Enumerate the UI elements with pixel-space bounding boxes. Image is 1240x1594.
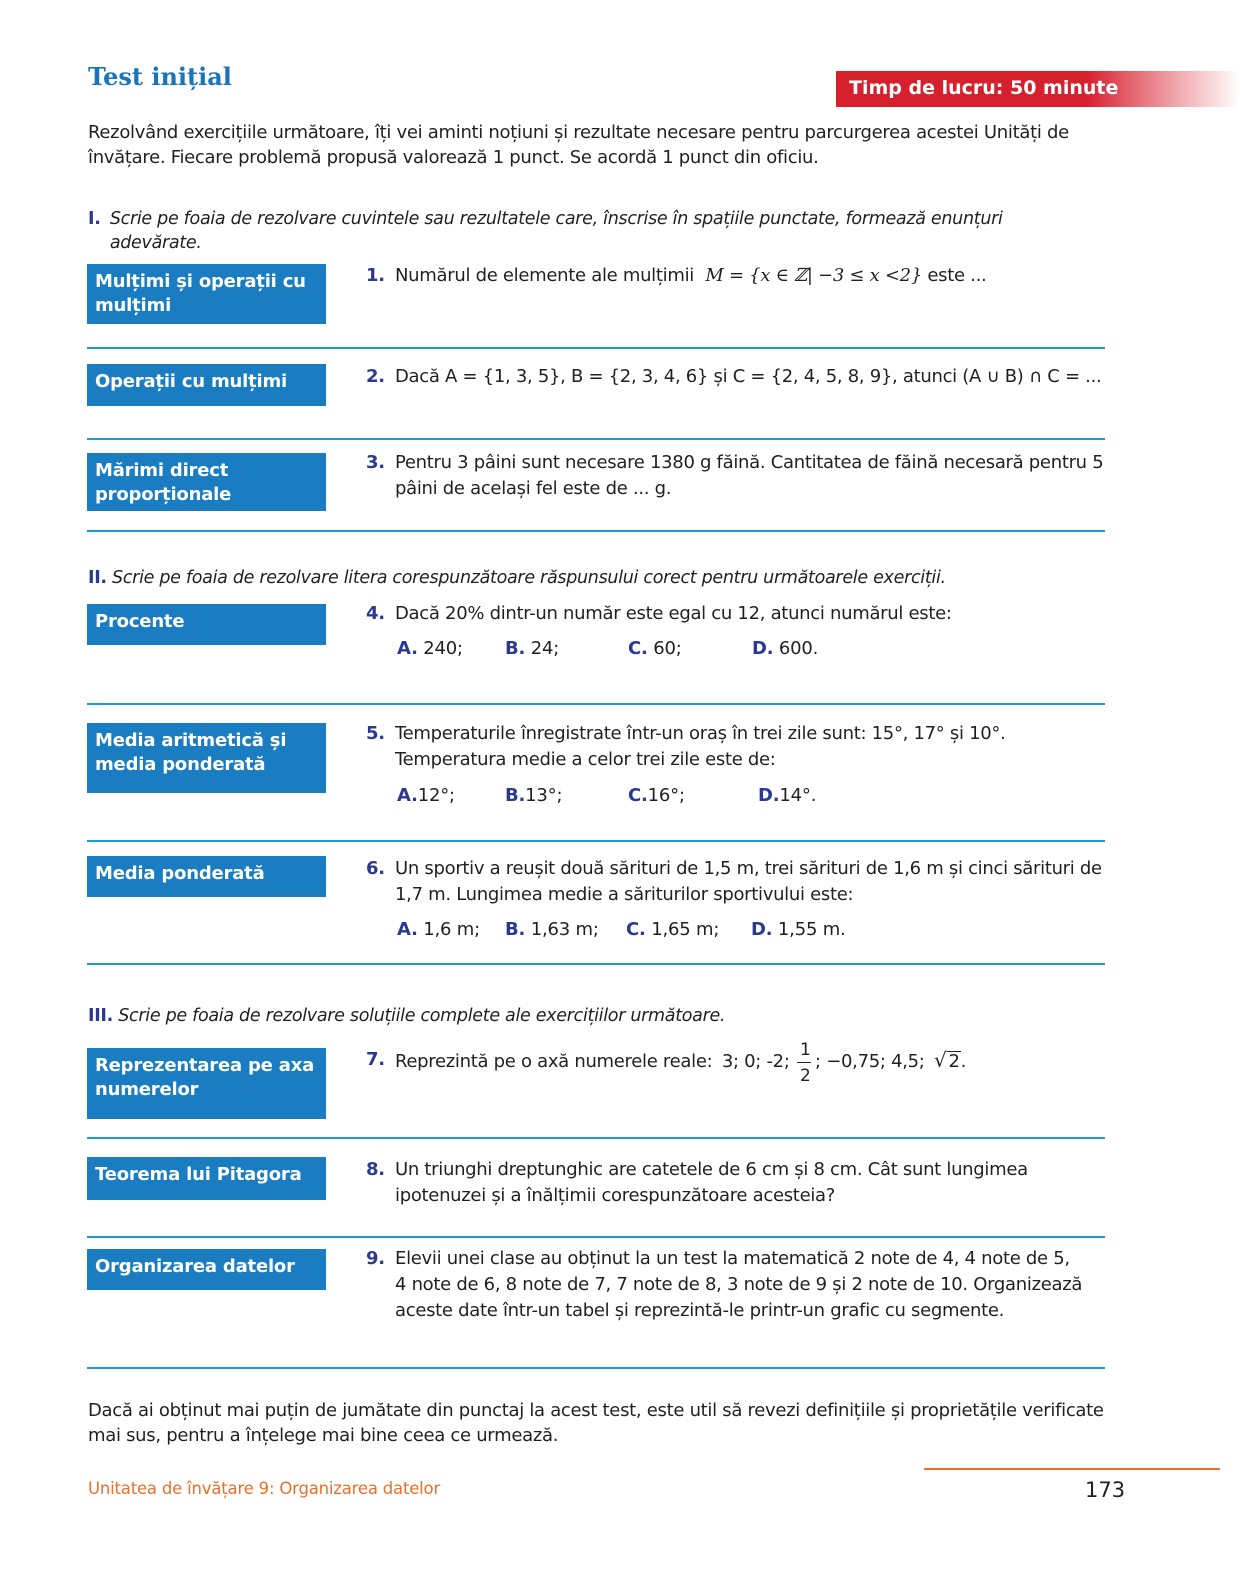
page-title: Test inițial — [88, 62, 232, 91]
section-3-heading — [88, 1004, 1088, 1028]
option-c: C.16°; — [628, 785, 685, 806]
topic-label: Teorema lui Pitagora — [87, 1157, 326, 1200]
footer-rule — [924, 1468, 1220, 1470]
closing-paragraph: Dacă ai obținut mai puțin de jumătate din punctaj la acest test, este util să revezi definițiile și proprietățile verificate mai sus, pentru a înțelege mai bine ceea ce urmează. — [88, 1400, 1104, 1446]
option-d: D. 1,55 m. — [751, 919, 846, 940]
topic-label: Media aritmetică și media ponderată — [87, 723, 326, 793]
question-number: 2. — [366, 366, 385, 387]
question-number: 8. — [366, 1159, 385, 1180]
fraction-denominator: 2 — [800, 1066, 811, 1086]
option-d: D.14°. — [758, 785, 817, 806]
question-number: 9. — [366, 1248, 385, 1269]
question-number: 6. — [366, 858, 385, 879]
divider — [87, 963, 1105, 965]
option-b: B. 24; — [505, 638, 560, 659]
question-3 — [366, 450, 1106, 502]
option-a: A. 240; — [397, 638, 463, 659]
topic-label: Reprezentarea pe axa numerelor — [87, 1048, 326, 1119]
section-3-instruction: Scrie pe foaia de rezolvare soluțiile complete ale exercițiilor următoare. — [118, 1006, 726, 1026]
question-8 — [366, 1157, 1106, 1209]
divider — [87, 1137, 1105, 1139]
option-a: A.12°; — [397, 785, 455, 806]
question-text: Numărul de elemente ale mulțimii — [395, 265, 694, 286]
option-c: C. 60; — [628, 638, 682, 659]
question-5 — [366, 721, 1106, 773]
time-limit-banner — [836, 71, 1240, 107]
question-text: Reprezintă pe o axă numerele reale: — [395, 1051, 713, 1072]
question-9 — [366, 1246, 1086, 1324]
section-2-heading — [88, 566, 1088, 590]
section-1-instruction: Scrie pe foaia de rezolvare cuvintele sau rezultatele care, înscrise în spațiile punctate, formează enunțuri adevărate. — [109, 209, 1003, 253]
section-2-instruction: Scrie pe foaia de rezolvare litera corespunzătoare răspunsului corect pentru următoarele exerciții. — [112, 568, 946, 588]
question-number: 4. — [366, 603, 385, 624]
topic-label: Procente — [87, 604, 326, 645]
fraction — [797, 1040, 813, 1086]
page-number: 173 — [1085, 1478, 1126, 1502]
divider — [87, 703, 1105, 705]
question-number: 1. — [366, 265, 385, 286]
topic-label: Media ponderată — [87, 856, 326, 897]
question-number: 3. — [366, 452, 385, 473]
set-expression: M = {x ∈ ℤ| −3 ≤ x <2} — [705, 265, 922, 286]
divider — [87, 438, 1105, 440]
question-text: Temperaturile înregistrate într-un oraș în trei zile sunt: 15°, 17° și 10°. Temperatura medie a celor trei zile este de: — [395, 723, 1006, 770]
question-text: Dacă 20% dintr-un număr este egal cu 12, atunci numărul este: — [395, 603, 952, 624]
question-4 — [366, 601, 1106, 627]
section-1-heading — [88, 207, 1088, 255]
divider — [87, 1367, 1105, 1369]
option-b: B. 1,63 m; — [505, 919, 599, 940]
number-list: 3; 0; -2; — [721, 1051, 790, 1072]
option-b: B.13°; — [505, 785, 563, 806]
question-7: 7. Reprezintă pe o axă numerele reale: 3; 0; -2; $\frac{1}{2}$ ; −0,75; 4,5; √ 2. — [366, 1047, 1106, 1075]
question-text: Elevii unei clase au obținut la un test la matematică 2 note de 4, 4 note de 5, 4 note de 6, 8 note de 7, 7 note de 8, 3 note de 9 și 2 note de 10. Organizează aceste date într-un tabel și reprezintă-le printr-un grafic cu segmente. — [395, 1248, 1083, 1321]
intro-paragraph: Rezolvând exercițiile următoare, îți vei aminti noțiuni și rezultate necesare pentru parcurgerea acestei Unități de învățare. Fiecare problemă propusă valorează 1 punct. Se acordă 1 punct din oficiu. — [88, 122, 1069, 168]
topic-label: Organizarea datelor — [87, 1249, 326, 1290]
time-limit-label: Timp de lucru: 50 minute — [849, 77, 1119, 99]
topic-label: Mulțimi și operații cu mulțimi — [87, 264, 326, 324]
question-number: 7. — [366, 1049, 385, 1070]
question-2 — [366, 364, 1106, 390]
option-c: C. 1,65 m; — [626, 919, 720, 940]
question-text: Pentru 3 pâini sunt necesare 1380 g făină. Cantitatea de făină necesară pentru 5 pâini de același fel este de ... g. — [395, 452, 1104, 499]
option-a: A. 1,6 m; — [397, 919, 480, 940]
question-text: Un triunghi dreptunghic are catetele de 6 cm și 8 cm. Cât sunt lungimea ipotenuzei și a înălțimii corespunzătoare acesteia? — [395, 1159, 1028, 1206]
question-6 — [366, 856, 1106, 908]
question-text: Un sportiv a reușit două sărituri de 1,5 m, trei sărituri de 1,6 m și cinci sărituri de 1,7 m. Lungimea medie a săriturilor sportivului este: — [395, 858, 1102, 905]
sqrt-argument: 2 — [948, 1051, 960, 1072]
question-text: Dacă A = {1, 3, 5}, B = {2, 3, 4, 6} și C = {2, 4, 5, 8, 9}, atunci (A ∪ B) ∩ C = ... — [395, 366, 1102, 387]
divider — [87, 1236, 1105, 1238]
option-d: D. 600. — [752, 638, 819, 659]
section-1-roman: I. — [88, 209, 101, 229]
divider — [87, 530, 1105, 532]
section-2-roman: II. — [88, 568, 107, 588]
divider — [87, 840, 1105, 842]
topic-label: Operații cu mulțimi — [87, 364, 326, 406]
section-3-roman: III. — [88, 1006, 113, 1026]
footer-unit-title: Unitatea de învățare 9: Organizarea datelor — [88, 1479, 441, 1498]
question-number: 5. — [366, 723, 385, 744]
question-text-end: este ... — [927, 265, 987, 286]
topic-label: Mărimi direct proporționale — [87, 453, 326, 511]
sqrt-icon: √ — [933, 1048, 947, 1072]
fraction-numerator: 1 — [800, 1040, 811, 1060]
number-list-continued: ; −0,75; 4,5; — [815, 1051, 925, 1072]
divider — [87, 347, 1105, 349]
question-1 — [366, 263, 1106, 289]
